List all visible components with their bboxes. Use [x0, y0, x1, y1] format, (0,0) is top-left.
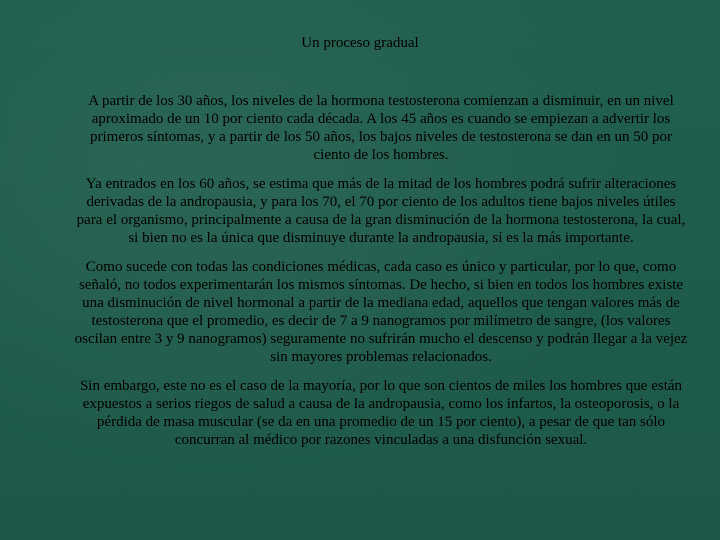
paragraph-2: Ya entrados en los 60 años, se estima que más de la mitad de los hombres podrá sufrir alteraciones derivadas de la andropausia, y para los 70, el 70 por ciento de los adultos tiene bajos niveles útiles para el organismo, principalmente a causa de la gran disminución de la hormona testosterona, la cual, si bien no es la única que disminuye durante la andropausia, sí es la más importante. — [76, 176, 686, 246]
slide-title: Un proceso gradual — [301, 35, 419, 51]
paragraph-3: Como sucede con todas las condiciones médicas, cada caso es único y particular, por lo que, como señaló, no todos experimentarán los mismos síntomas. De hecho, si bien en todos los hombres existe una disminución de nivel hormonal a partir de la mediana edad, aquellos que tengan valores más de testosterona que el promedio, es decir de 7 a 9 nanogramos por milímetro de sangre, (los valores oscilan entre 3 y 9 nanogramos) seguramente no sufrirán mucho el descenso y podrán llegar a la vejez sin mayores problemas relacionados. — [74, 259, 688, 365]
paragraph-4: Sin embargo, este no es el caso de la mayoría, por lo que son cientos de miles los hombres que están expuestos a serios riegos de salud a causa de la andropausia, como los infartos, la osteoporosis, o la pérdida de masa muscular (se da en una promedio de un 15 por ciento), a pesar de que tan sólo concurran al médico por razones vinculadas a una disfunción sexual. — [79, 378, 683, 448]
slide-body — [74, 92, 688, 460]
paragraph-1: A partir de los 30 años, los niveles de la hormona testosterona comienzan a disminuir, en un nivel aproximado de un 10 por ciento cada década. A los 45 años es cuando se empiezan a advertir los primeros síntomas, y a partir de los 50 años, los bajos niveles de testosterona se dan en un 50 por ciento de los hombres. — [88, 93, 674, 163]
